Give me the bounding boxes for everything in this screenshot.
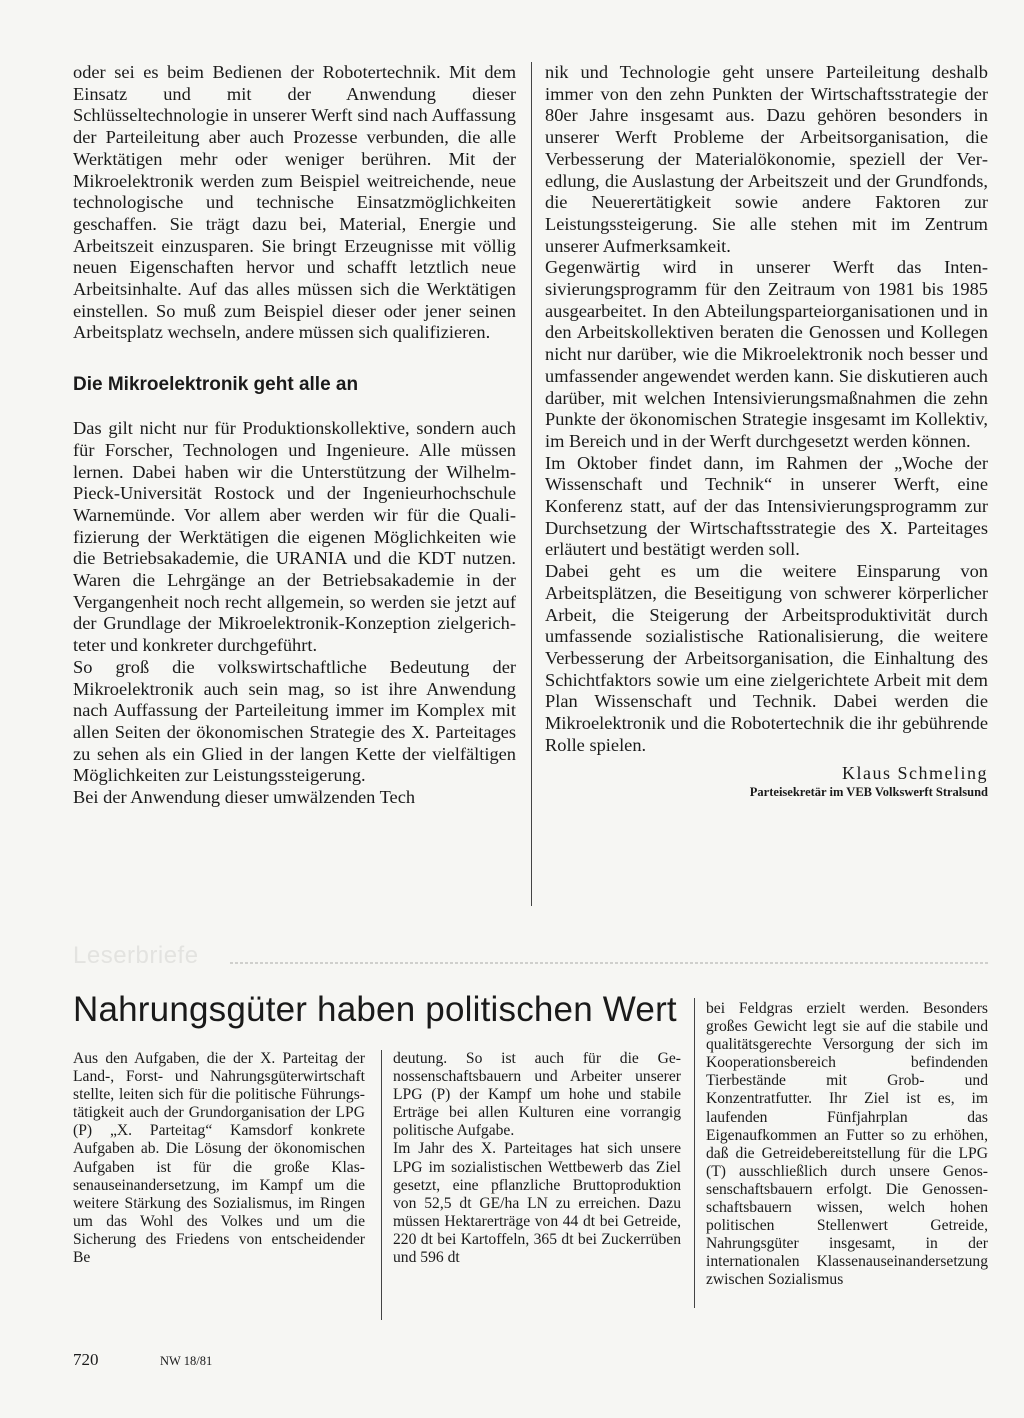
letters-headline: Nahrungsgüter haben politischen Wert xyxy=(73,990,677,1029)
column-divider xyxy=(381,1050,382,1320)
paragraph: Das gilt nicht nur für Produktionskollektive, sondern auch für Forscher, Technologen und Ingenieure. Alle müssen lernen. Dabei haben wir die Unterstützung der Wilhelm-Pieck-Universität Rostock und der Ingenieurhochschule Warnemünde. Vor allem aber werden wir für die Qualifizierung der Werktätigen die eigenen Möglichkeiten wie die Betriebsakademie, die URANIA und die KDT nutzen. Waren die Lehrgänge an der Betriebsakademie in der Vergangenheit noch recht allgemein, so werden sie jetzt auf der Grundlage der Mikroelektronik-Konzeption zielgerichteter und konkreter durchgeführt. xyxy=(73,418,516,656)
paragraph: Im Oktober findet dann, im Rahmen der „Woche der Wissenschaft und Technik“ in unserer Werft, eine Konferenz statt, auf der das Intensivierungsprogramm zur Durchsetzung der Wirtschaftsstrategie des X. Parteitages erläutert und bestätigt werden soll. xyxy=(545,452,988,560)
letters-column-3 xyxy=(706,1000,988,1290)
issue-label: NW 18/81 xyxy=(160,1354,213,1368)
column-divider xyxy=(694,998,695,1308)
article-column-left xyxy=(73,62,516,809)
paragraph: deutung. So ist auch für die Genossenschaftsbauern und Arbeiter unserer LPG (P) der Kampf um hohe und stabile Erträge bei allen Kulturen eine vorrangig politische Aufgabe. xyxy=(393,1050,681,1140)
author-signature: Klaus Schmeling xyxy=(842,762,988,783)
paragraph: So groß die volkswirtschaftliche Bedeutung der Mikroelektronik auch sein mag, so ist ihre Anwendung nach Auffassung der Parteileitung immer im Komplex mit allen Seiten der ökonomischen Strategie des X. Parteitages zu sehen als ein Glied in der langen Kette der vielfältigen Möglichkeiten zur Leistungssteigerung. xyxy=(73,656,516,786)
paragraph: oder sei es beim Bedienen der Robotertechnik. Mit dem Einsatz und mit der Anwendung dieser Schlüsseltechnologie in unserer Werft sind nach Auffassung der Parteileitung aber auch Prozesse verbunden, die alle Werktätigen mehr oder weniger berühren. Mit der Mikroelektronik werden zum Beispiel weitreichende, neue technologische und technische Einsatzmöglichkeiten geschaffen. Sie trägt dazu bei, Material, Energie und Arbeitszeit einzusparen. Sie bringt Erzeugnisse mit völlig neuen Eigenschaften hervor und schafft letztlich neue Arbeitsinhalte. Auf das alles müssen sich die Werktätigen einstellen. So muß zum Beispiel dieser oder jener seinen Arbeitsplatz wechseln, andere müssen sich qualifizieren. xyxy=(73,62,516,343)
letters-column-1 xyxy=(73,1050,365,1267)
paragraph: Bei der Anwendung dieser umwälzenden Tech xyxy=(73,787,416,808)
letters-column-2 xyxy=(393,1050,681,1267)
column-divider xyxy=(531,62,532,906)
page-number: 720 xyxy=(73,1350,99,1369)
subheading: Die Mikroelektronik geht alle an xyxy=(73,374,359,396)
article-column-right xyxy=(545,62,988,800)
section-divider xyxy=(230,962,988,964)
paragraph: Aus den Aufgaben, die der X. Parteitag der Land-, Forst- und Nahrungsgüterwirtschaft stellte, leiten sich für die politische Führungstätigkeit auch der Grundorganisation der LPG (P) „X. Parteitag“ Kamsdorf konkrete Aufgaben ab. Die Lösung der ökonomischen Aufgaben ist für die große Klassenauseinandersetzung, im Kampf um die weitere Stärkung des Sozialismus, im Ringen um das Wohl des Volkes und um die Sicherung des Friedens von entscheidender Be xyxy=(73,1050,365,1267)
paragraph: Dabei geht es um die weitere Einsparung von Arbeitsplätzen, die Beseitigung von schwerer körperlicher Arbeit, die Steigerung der Arbeitsproduktivität durch umfassende sozialistische Rationalisierung, die weitere Verbesserung der Arbeitsorganisation, die Einhaltung des Schichtfaktors sowie um eine zielgerichtete Arbeit mit dem Plan Wissenschaft und Technik. Dabei werden die Mikroelektronik und die Robotertechnik die ihr gebührende Rolle spielen. xyxy=(545,561,988,755)
section-label: Leserbriefe xyxy=(73,942,199,969)
author-role: Parteisekretär im VEB Volkswerft Stralsund xyxy=(749,785,988,800)
paragraph: Im Jahr des X. Parteitages hat sich unsere LPG im sozialistischen Wettbewerb das Ziel gesetzt, eine pflanzliche Bruttoproduktion von 52,5 dt GE/ha LN zu erreichen. Dazu müssen Hektarerträge von 44 dt bei Getreide, 220 dt bei Kartoffeln, 365 dt bei Zuckerrüben und 596 dt xyxy=(393,1140,681,1267)
paragraph: bei Feldgras erzielt werden. Besonders großes Gewicht legt sie auf die stabile und qualitätsgerechte Versorgung der sich im Kooperationsbereich befindenden Tierbestände mit Grob- und Konzentratfutter. Ihr Ziel ist es, im laufenden Fünfjahrplan das Eigenaufkommen an Futter so zu erhöhen, daß die Getreidebereitstellung für die LPG (T) ausschließlich durch unsere Genossenschaftsbauern erfolgt. Die Genossenschaftsbauern wissen, welch hohen politischen Stellenwert Getreide, Nahrungsgüter insgesamt, in der internationalen Klassenauseinandersetzung zwischen Sozialismus xyxy=(706,1000,988,1289)
paragraph: nik und Technologie geht unsere Parteileitung deshalb immer von den zehn Punkten der Wirtschaftsstrategie der 80er Jahre insgesamt aus. Dazu gehören besonders in unserer Werft Probleme der Arbeitsorganisation, die Verbesserung der Materialökonomie, speziell der Veredlung, die Auslastung der Arbeitszeit und der Grundfonds, die Neuerertätigkeit sowie andere Faktoren zur Leistungssteigerung. Sie alle stehen mit im Zentrum unserer Aufmerksamkeit. xyxy=(545,62,988,256)
paragraph: Gegenwärtig wird in unserer Werft das Intensivierungsprogramm für den Zeitraum von 1981 bis 1985 ausgearbeitet. In den Abteilungsparteiorganisationen und in den Arbeitskollektiven beraten die Genossen und Kollegen nicht nur darüber, wie die Mikroelektronik noch besser und umfassender angewendet werden kann. Sie diskutieren auch darüber, mit welchen Intensivierungsmaßnahmen die zehn Punkte der ökonomischen Strategie insgesamt im Kollektiv, im Bereich und in der Werft durchgesetzt werden können. xyxy=(545,257,988,451)
